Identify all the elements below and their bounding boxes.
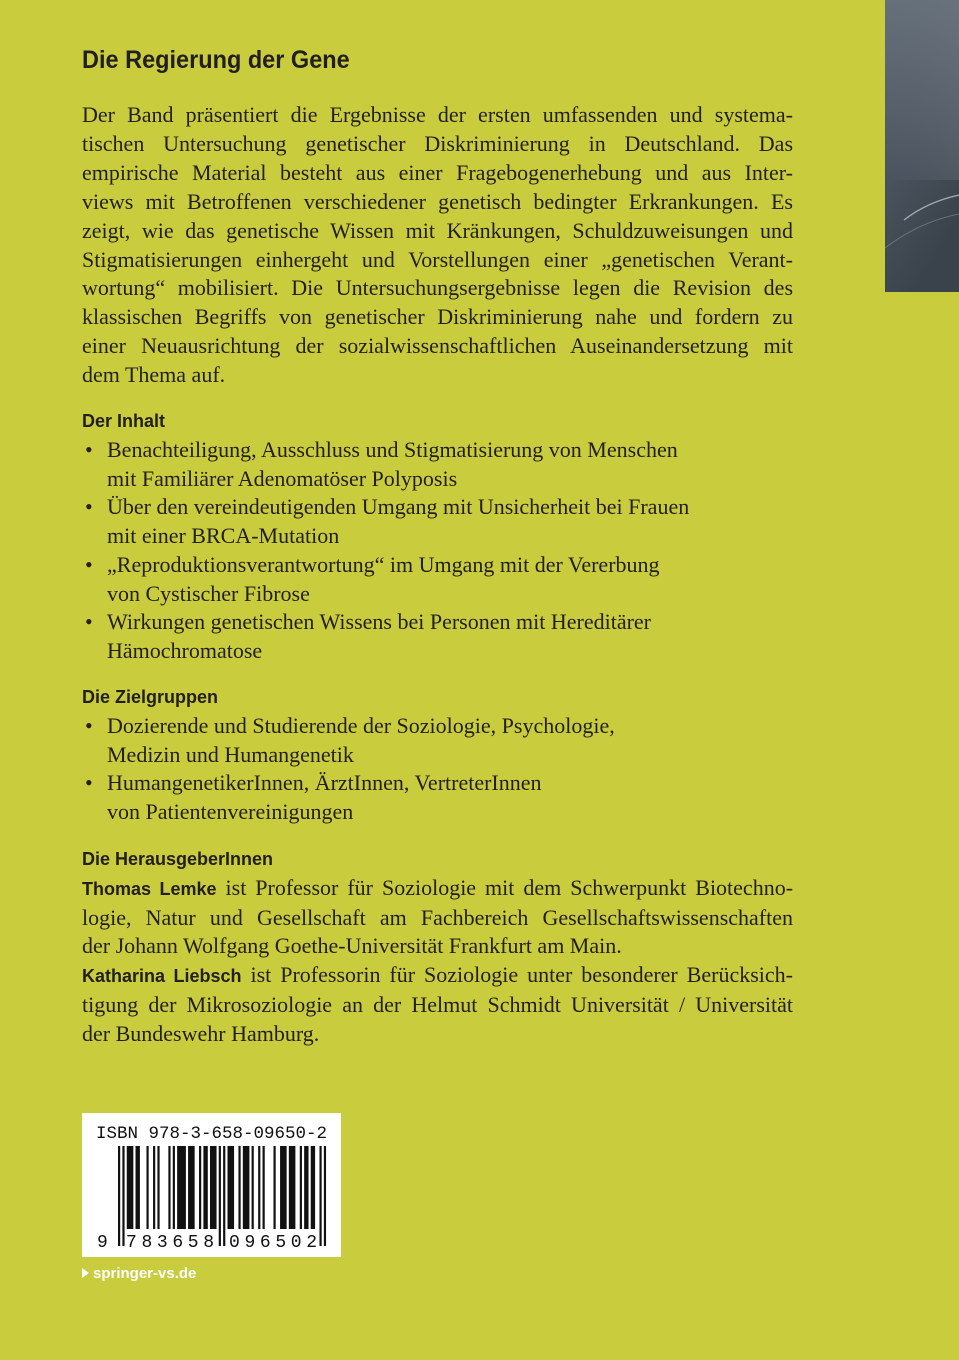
barcode-bar: [153, 1146, 155, 1229]
barcode-bar: [168, 1146, 170, 1229]
barcode-guard-bar: [223, 1146, 225, 1246]
list-item: [82, 769, 793, 826]
list-item-line: Medizin und Humangenetik: [107, 741, 354, 767]
blurb-line: zeigt, wie das genetische Wissen mit Kränkungen, Schuldzuweisungen und: [82, 217, 793, 243]
list-item-line: „Reproduktionsverantwortung“ im Umgang mit der Vererbung: [107, 551, 660, 577]
list-item: [82, 712, 793, 769]
bullet-icon: [85, 493, 93, 522]
editor-line: der Johann Wolfgang Goethe-Universität Frankfurt am Main.: [82, 933, 622, 959]
list-item-line: Über den vereindeutigenden Umgang mit Unsicherheit bei Frauen: [107, 494, 690, 520]
editor-line: der Bundeswehr Hamburg.: [82, 1020, 320, 1046]
bullet-icon: [85, 712, 93, 741]
barcode-bar: [210, 1146, 217, 1229]
bullet-icon: [85, 551, 93, 580]
editor-bio-text: ist Professor für Soziologie mit dem Schwerpunkt Biotechno-: [225, 875, 794, 900]
list-item-line: von Patientenvereinigungen: [107, 799, 354, 825]
barcode-bar: [311, 1146, 315, 1229]
barcode-digits-left: 783658: [126, 1233, 214, 1253]
barcode-bar: [258, 1146, 260, 1229]
barcode-bar: [136, 1146, 140, 1229]
barcode-digits-right: 096502: [229, 1233, 317, 1253]
barcode-bar: [273, 1146, 275, 1229]
editor-name: Thomas Lemke: [82, 879, 217, 899]
contents-list: [82, 436, 793, 666]
barcode-guard-bar: [118, 1146, 120, 1246]
editor-line: [82, 961, 793, 991]
barcode-guard-bar: [324, 1146, 326, 1246]
barcode-bar: [173, 1146, 175, 1229]
barcode-guard-bar: [219, 1146, 221, 1246]
list-item: [82, 493, 793, 550]
list-item-line: Hämochromatose: [107, 637, 263, 663]
arrow-right-icon: [82, 1268, 89, 1278]
bullet-icon: [85, 436, 93, 465]
blurb-line: dem Thema auf.: [82, 362, 226, 388]
barcode-bars: [118, 1146, 326, 1246]
barcode-bar: [146, 1146, 148, 1229]
blurb-line: views mit Betroffenen verschiedener genetisch bedingter Erkrankungen. Es: [82, 188, 793, 214]
barcode-bar: [203, 1146, 207, 1229]
list-item: [82, 551, 793, 608]
editor-line: logie, Natur und Gesellschaft am Fachbereich Gesellschaftswissenschaften: [82, 904, 793, 930]
bullet-icon: [85, 608, 93, 637]
isbn-barcode: [82, 1113, 341, 1257]
barcode-bar: [188, 1146, 195, 1229]
editor-line: [82, 874, 793, 904]
list-item-line: HumangenetikerInnen, ÄrztInnen, VertreterInnen: [107, 770, 542, 796]
list-item-line: Dozierende und Studierende der Soziologie, Psychologie,: [107, 713, 615, 738]
blurb-paragraph: [82, 101, 793, 390]
barcode-bar: [157, 1146, 159, 1229]
isbn-label: ISBN 978-3-658-09650-2: [96, 1124, 327, 1144]
blurb-line: klassischen Begriffs von genetischer Diskriminierung nahe und fordern zu: [82, 304, 793, 330]
publisher-website-label: springer-vs.de: [93, 1265, 197, 1282]
blurb-line: wortung“ mobilisiert. Die Untersuchungsergebnisse legen die Revision des: [82, 275, 793, 301]
book-title: Die Regierung der Gene: [82, 46, 350, 74]
publisher-website: [82, 1265, 196, 1283]
list-item: [82, 436, 793, 493]
barcode-bar: [199, 1146, 201, 1229]
bullet-icon: [85, 769, 93, 798]
list-item-line: Wirkungen genetischen Wissens bei Personen mit Hereditärer: [107, 609, 651, 635]
contents-heading: Der Inhalt: [82, 411, 166, 431]
editor-bio-text: ist Professorin für Soziologie unter besonderer Berücksich-: [250, 962, 794, 988]
blurb-line: Stigmatisierungen einhergeht und Vorstellungen einer „genetischen Verant-: [82, 246, 793, 272]
barcode-bar: [243, 1146, 250, 1229]
barcode-bar: [280, 1146, 287, 1229]
barcode-graphic: [82, 1113, 341, 1257]
audience-heading: Die Zielgruppen: [82, 687, 219, 707]
barcode-bar: [238, 1146, 240, 1229]
barcode-digit-lead: 9: [97, 1233, 108, 1253]
cover-graphic-panel: [885, 0, 959, 292]
editors-heading: Die HerausgeberInnen: [82, 849, 274, 869]
barcode-bar: [127, 1146, 134, 1229]
list-item-line: Benachteiligung, Ausschluss und Stigmatisierung von Menschen: [107, 437, 678, 462]
editor-line: tigung der Mikrosoziologie an der Helmut Schmidt Universität / Universität: [82, 991, 793, 1017]
list-item-line: mit einer BRCA-Mutation: [107, 523, 340, 549]
barcode-bar: [177, 1146, 186, 1229]
barcode-bar: [289, 1146, 296, 1229]
barcode-bar: [304, 1146, 308, 1229]
editors-paragraph: [82, 874, 793, 1048]
blurb-line: empirische Material besteht aus einer Fragebogenerhebung und aus Inter-: [82, 159, 793, 185]
list-item-line: von Cystischer Fibrose: [107, 580, 310, 606]
list-item-line: mit Familiärer Adenomatöser Polyposis: [107, 465, 458, 491]
blurb-line: einer Neuausrichtung der sozialwissenschaftlichen Auseinandersetzung mit: [82, 333, 793, 359]
barcode-guard-bar: [319, 1146, 321, 1246]
barcode-bar: [263, 1146, 265, 1229]
barcode-bar: [300, 1146, 302, 1229]
panel-highlight: [885, 0, 959, 180]
audience-list: [82, 712, 793, 827]
list-item: [82, 608, 793, 665]
blurb-line: Der Band präsentiert die Ergebnisse der ersten umfassenden und systema-: [82, 102, 793, 127]
blurb-line: tischen Untersuchung genetischer Diskriminierung in Deutschland. Das: [82, 130, 793, 156]
barcode-bar: [252, 1146, 254, 1229]
barcode-bar: [228, 1146, 235, 1229]
barcode-guard-bar: [122, 1146, 124, 1246]
editor-name: Katharina Liebsch: [82, 966, 242, 987]
